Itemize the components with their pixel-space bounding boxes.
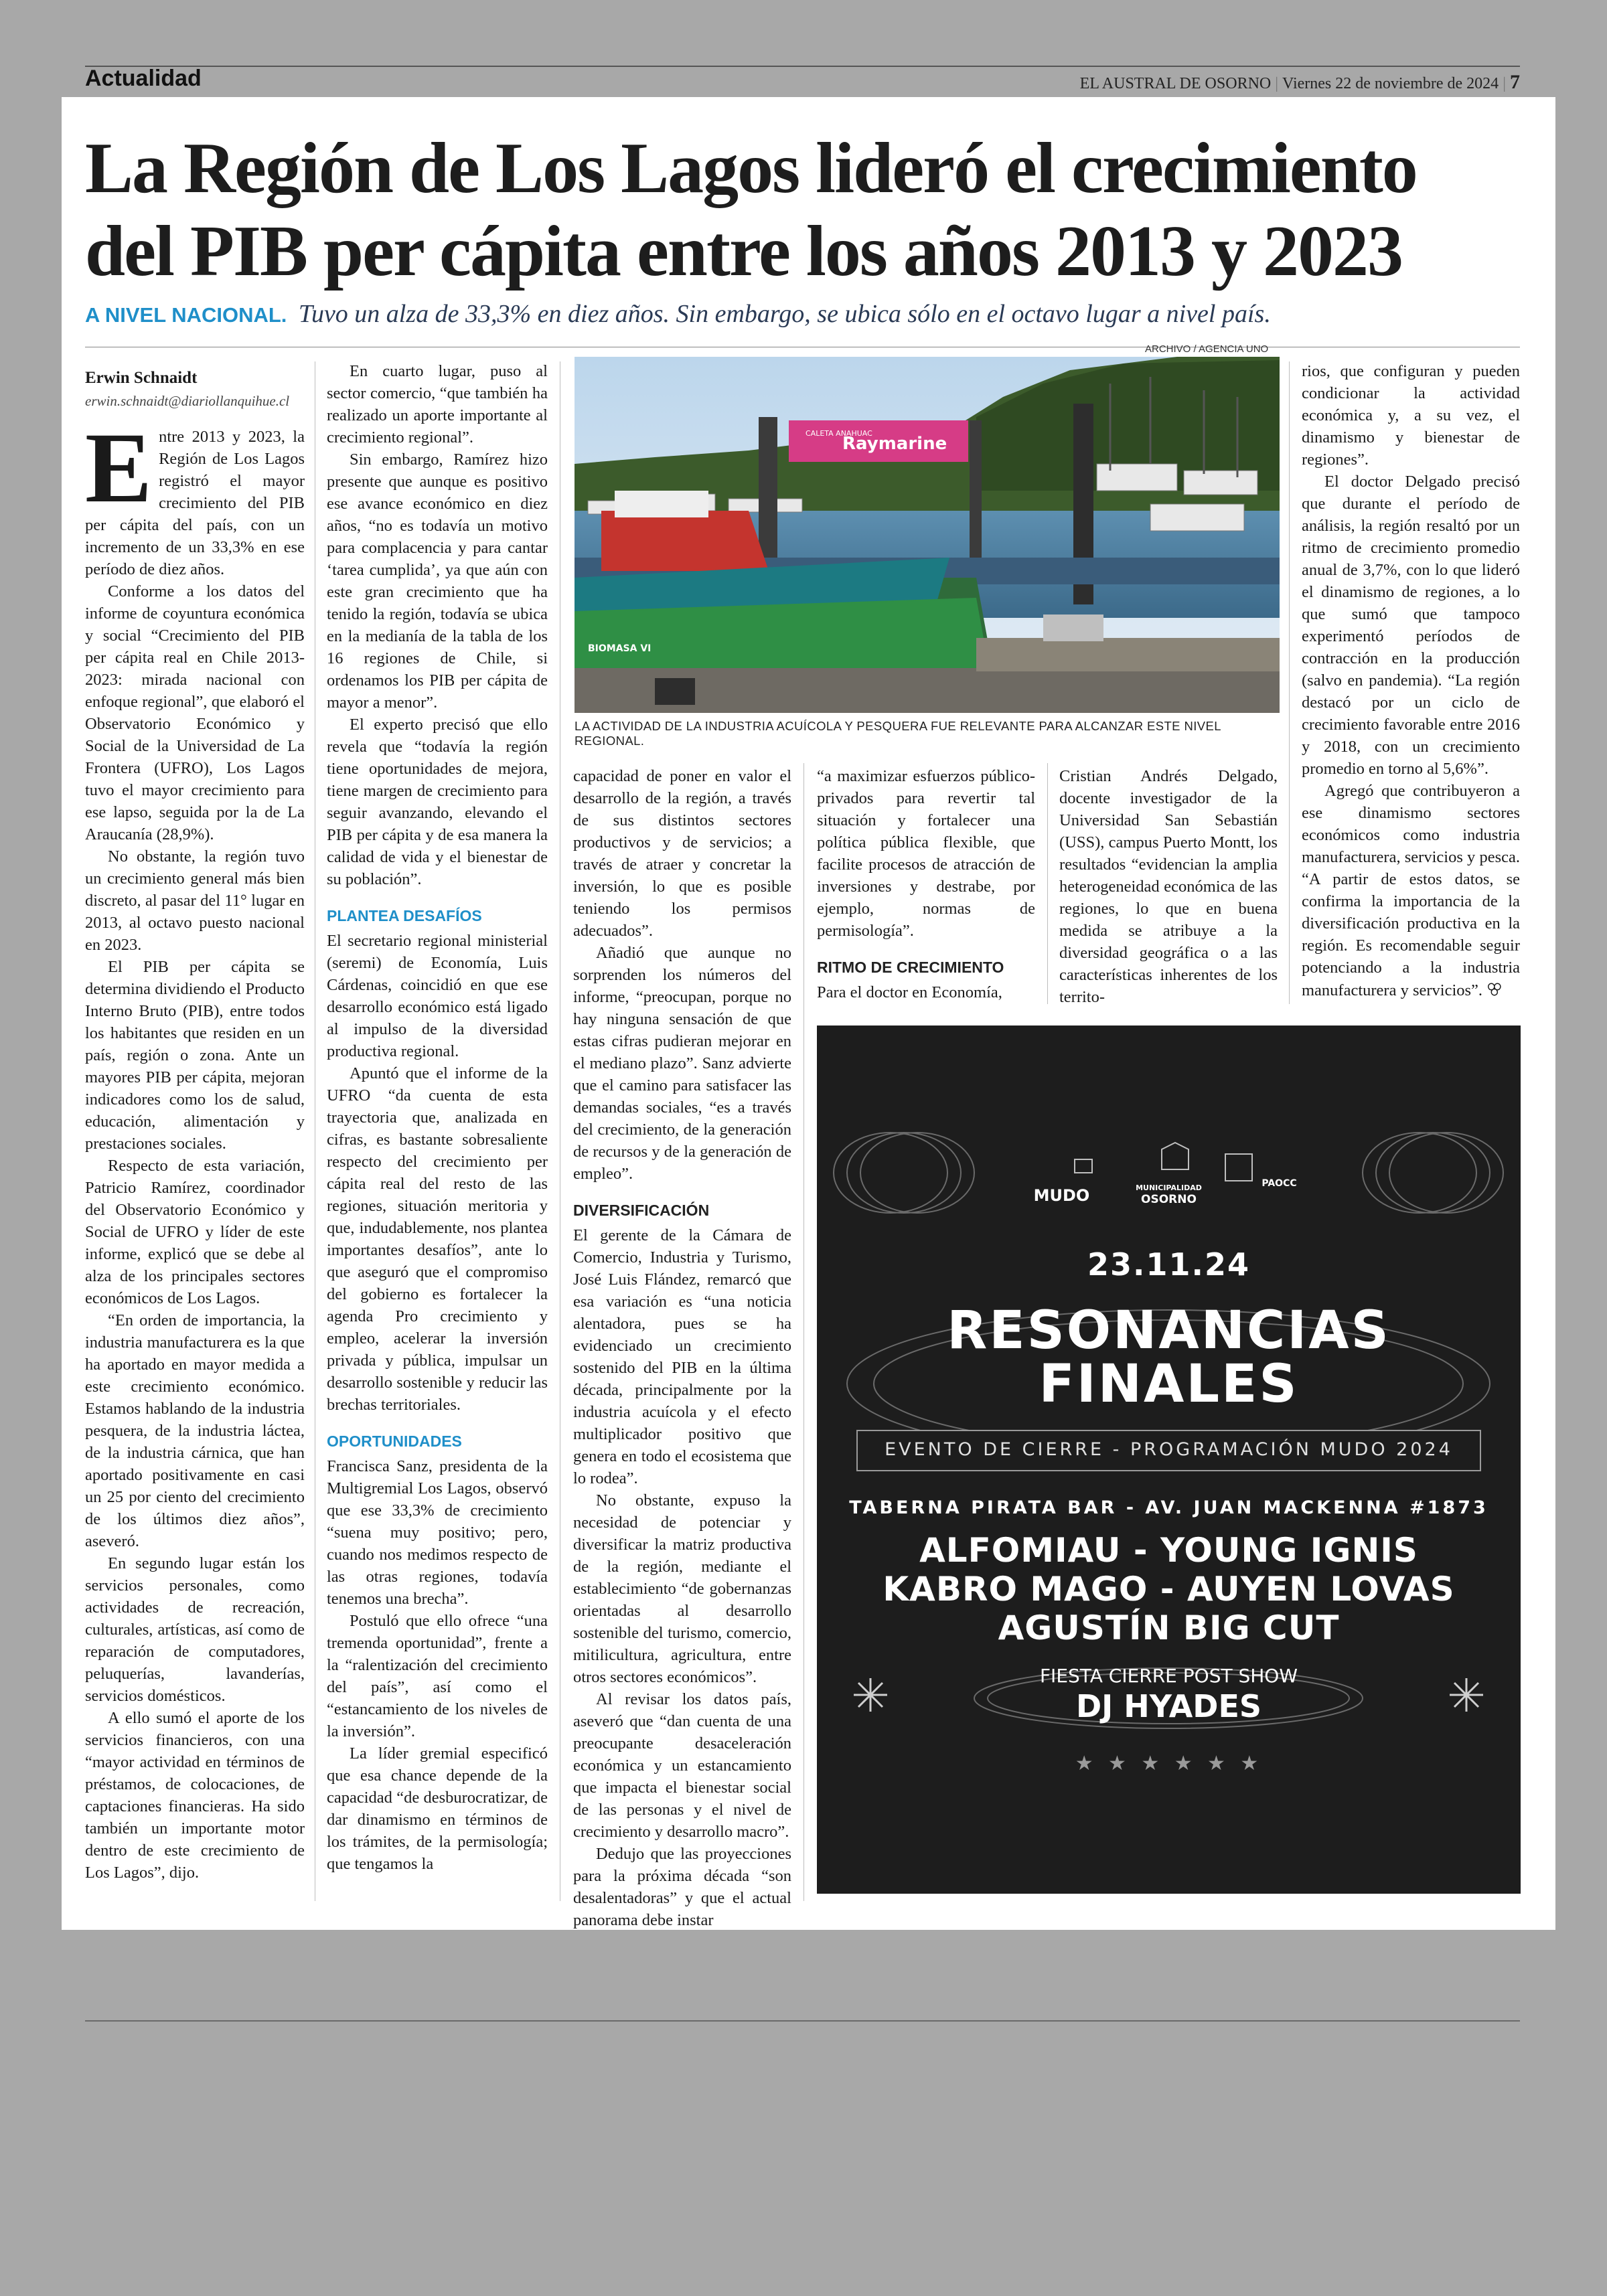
pier-sign: Raymarine xyxy=(842,434,947,454)
section-label: Actualidad xyxy=(85,66,202,91)
subhead-oportunidades: OPORTUNIDADES xyxy=(327,1432,462,1450)
subhead-diversificacion: DIVERSIFICACIÓN xyxy=(573,1202,710,1219)
paragraph: Francisca Sanz, presidenta de la Multigremial Los Lagos, observó que ese 33,3% de crecimiento “suena muy positivo; pero, cuando nos medimos respecto de las otras regiones, todavía tenemos una brecha”. xyxy=(327,1457,548,1608)
paragraph: El PIB per cápita se determina dividiendo el Producto Interno Bruto (PIB), entre todos los habitantes que residen en un país, región o zona. Ante un mayores PIB per cápita, mejoran indicadores como los de salud, educación, alimentación y prestaciones sociales. xyxy=(85,958,305,1153)
footer-rule xyxy=(85,2020,1520,2022)
paragraph: Agregó que contribuyeron a ese dinamismo sectores económicos como industria manufacturera, servicios y pesca. “A partir de estos datos, se confirma la importancia de la diversificación productiva en la región. Es recomendable seguir potenciando a la industria manufacturera y servicios”. ꕢ xyxy=(1302,782,1520,999)
paragraph: rios, que configuran y pueden condicionar la actividad económica y, a su vez, el dinamismo y bienestar de regiones”. xyxy=(1302,362,1520,469)
subhead-desafios: PLANTEA DESAFÍOS xyxy=(327,907,482,924)
event-advertisement xyxy=(817,1026,1521,1894)
paragraph: En cuarto lugar, puso al sector comercio, “que también ha realizado un aporte importante al crecimiento regional”. xyxy=(327,362,548,446)
event-title-1: RESONANCIAS xyxy=(947,1301,1391,1361)
paragraph: “a maximizar esfuerzos público-privados para revertir tal situación y fortalecer una política pública flexible, que facilite procesos de atracción de inversiones y destrabe, por ejemplo, normas de permisología”. xyxy=(817,767,1035,940)
paper-name: EL AUSTRAL DE OSORNO xyxy=(1079,75,1272,92)
paragraph: El secretario regional ministerial (seremi) de Economía, Luis Cárdenas, coincidió en que ese desarrollo económico está ligado al impulso de la diversidad productiva regional. xyxy=(327,932,548,1060)
column-rule xyxy=(1289,361,1290,1004)
headline: La Región de Los Lagos lideró el crecimiento del PIB per cápita entre los años 2013 y 2023 xyxy=(85,129,1417,291)
lineup-row-3: AGUSTÍN BIG CUT xyxy=(998,1609,1340,1647)
column-rule xyxy=(1047,763,1048,1004)
paragraph: Apuntó que el informe de la UFRO “da cuenta de esta trayectoria que, analizada en cifras, es bastante sobresaliente respecto del crecimiento per cápita real del resto de las regiones, situación meritoria y que, indudablemente, nos plantea importantes desafíos”, ante lo que aseguró que el compromiso del gobierno es fortalecer la agenda Pro crecimiento y empleo, acelerar la inversión privada y pública, impulsar un desarrollo sostenible y reducir las brechas territoriales. xyxy=(327,1064,548,1414)
page-number: 7 xyxy=(1510,71,1520,93)
paragraph: Añadió que aunque no sorprenden los números del informe, “preocupan, porque no hay ninguna sensación de que estas cifras pudieran mejorar en el mediano plazo”. Sanz advierte que el camino para satisfacer las demandas sociales, “es a través del crecimiento, de la generación de recursos y de la generación de empleo”. xyxy=(573,944,791,1183)
paragraph: Entre 2013 y 2023, la Región de Los Lagos registró el mayor crecimiento del PIB per cápita del país, con un incremento de un 33,3% en ese período de diez años. xyxy=(85,412,305,578)
paragraph: Al revisar los datos país, aseveró que “dan cuenta de una preocupante desaceleración económica y un estancamiento que impacta el bienestar social de las personas y el nivel de crecimiento y desarrollo macro”. xyxy=(573,1690,791,1841)
paragraph: Sin embargo, Ramírez hizo presente que aunque es positivo ese avance económico en diez años, “no es todavía un motivo para complacencia y para cantar ‘tarea cumplida’, ya que aún con este gran crecimiento que ha tenido la región, todavía se ubica en la medianía de la tabla de los 16 regiones de Chile, si ordenamos los PIB per cápita de mayor a menor”. xyxy=(327,450,548,712)
paragraph: El experto precisó que ello revela que “todavía la región tiene oportunidades de mejora, tiene margen de crecimiento para seguir avanzando, elevando el PIB per cápita y de esa manera la calidad de vida y el bienestar de su población”. xyxy=(327,716,548,888)
paragraph: No obstante, expuso la necesidad de potenciar y diversificar la matriz productiva de la región, mediante el establecimiento “de gobernanzas orientadas al desarrollo sostenible del turismo, comercio, mitilicultura, agricultura, entre otros sectores económicos”. xyxy=(573,1491,791,1686)
event-subtitle: EVENTO DE CIERRE - PROGRAMACIÓN MUDO 2024 xyxy=(885,1439,1453,1460)
folio: EL AUSTRAL DE OSORNO | Viernes 22 de noviembre de 2024 | 7 xyxy=(1079,71,1520,93)
photo-caption: LA ACTIVIDAD DE LA INDUSTRIA ACUÍCOLA Y PESQUERA FUE RELEVANTE PARA ALCANZAR ESTE NIVEL REGIONAL. xyxy=(575,719,1221,748)
paragraph: En segundo lugar están los servicios personales, como actividades de recreación, culturales, artísticas, así como de reparación de computadores, peluquerías, lavanderías, servicios domésticos. xyxy=(85,1554,305,1705)
column-5 xyxy=(1059,765,1278,1008)
dj-name: DJ HYADES xyxy=(1075,1688,1262,1724)
kicker: A NIVEL NACIONAL. xyxy=(85,303,287,327)
paragraph: La líder gremial especificó que esa chance depende de la capacidad “de desburocratizar, de dar dinamismo en términos de los trámites, de la permisología; que tengamos la xyxy=(327,1744,548,1873)
paragraph: Para el doctor en Economía, xyxy=(817,983,1002,1001)
harbor-photo xyxy=(575,357,1280,713)
pier-sign-small: CALETA ANAHUAC xyxy=(806,429,872,438)
paragraph: Dedujo que las proyecciones para la próxima década “son desalentadoras” y que el actual panorama debe instar xyxy=(573,1845,791,1929)
municipalidad-label: MUNICIPALIDAD xyxy=(1136,1183,1202,1192)
event-title-2: FINALES xyxy=(1039,1354,1299,1414)
paragraph: Respecto de esta variación, Patricio Ramírez, coordinador del Observatorio Económico y Social de UFRO y líder de este informe, explicó que se debe al alza de los principales sectores económicos de Los Lagos. xyxy=(85,1157,305,1307)
event-venue: TABERNA PIRATA BAR - AV. JUAN MACKENNA #1873 xyxy=(849,1497,1488,1518)
paragraph: “En orden de importancia, la industria manufacturera es la que ha aportado en mayor medida a este crecimiento económico. Estamos hablando de la industria pesquera, de la industria láctea, de la industria cárnica, que han aportado positivamente en casi un 25 por ciento del crecimiento de los últimos diez años”, aseveró. xyxy=(85,1311,305,1550)
osorno-label: OSORNO xyxy=(1141,1193,1197,1206)
paragraph: Postuló que ello ofrece “una tremenda oportunidad”, frente a la “ralentización del crecimiento del país”, así como el “estancamiento de los niveles de la inversión”. xyxy=(327,1612,548,1740)
drop-cap: E xyxy=(85,412,153,523)
paragraph: A ello sumó el aporte de los servicios financieros, con una “mayor actividad en términos de préstamos, de colocaciones, de captaciones financieras. Ha sido también un importante motor dentro de este crecimiento de Los Lagos”, dijo. xyxy=(85,1709,305,1882)
lineup-row-2: KABRO MAGO - AUYEN LOVAS xyxy=(883,1570,1455,1609)
column-6 xyxy=(1302,360,1520,1001)
paragraph: Conforme a los datos del informe de coyuntura económica y social “Crecimiento del PIB per cápita real en Chile 2013-2023: mirada nacional con enfoque regional”, que elaboró el Observatorio Económico y Social de la Universidad de La Frontera (UFRO), Los Lagos tuvo el mayor crecimiento para ese lapso, seguida por la de La Araucanía (28,9%). xyxy=(85,582,305,843)
deck-text: Tuvo un alza de 33,3% en diez años. Sin embargo, se ubica sólo en el octavo lugar a nivel país. xyxy=(298,300,1271,328)
issue-date: Viernes 22 de noviembre de 2024 xyxy=(1282,75,1499,92)
paragraph: El gerente de la Cámara de Comercio, Industria y Turismo, José Luis Flández, remarcó que esa variación es “una noticia alentadora, pues se ha evidenciado un crecimiento sostenido del PIB en la última década, principalmente por la industria acuícola y el efecto multiplicador positivo que genera en todo el ecosistema que lo rodea”. xyxy=(573,1226,791,1487)
boat-name: BIOMASA VI xyxy=(588,643,652,654)
paragraph: No obstante, la región tuvo un crecimiento general más bien discreto, al pasar del 11° lugar en 2013, al octavo puesto nacional en 2023. xyxy=(85,847,305,954)
author: Erwin Schnaidt xyxy=(85,369,198,387)
paragraph: Cristian Andrés Delgado, docente investigador de la Universidad San Sebastián (USS), campus Puerto Montt, los resultados “evidencian la amplia heterogeneidad económica de las regiones, lo que en buena medida se atribuye a la diversidad geográfica o a las características inherentes de los territo- xyxy=(1059,767,1278,1006)
mudo-logo: MUDO xyxy=(1033,1186,1090,1205)
event-date: 23.11.24 xyxy=(1087,1246,1250,1283)
paragraph: capacidad de poner en valor el desarrollo de la región, a través de sus distintos sectores productivos y de servicios; a través de atraer y concretar la inversión, lo que es posible teniendo los permisos adecuados”. xyxy=(573,767,791,940)
end-mark-icon: ꕢ xyxy=(1486,980,1503,999)
column-1 xyxy=(85,360,305,1884)
paragraph: El doctor Delgado precisó que durante el período de análisis, la región resaltó por un ritmo de crecimiento promedio anual de 3,7%, con lo que lideró el dinamismo de regiones, a lo que sumó que tampoco experimentó períodos de contracción en la producción (salvo en pandemia). “La región destacó por un ciclo de crecimiento favorable entre 2016 y 2018, con un crecimiento promedio en torno al 5,6%”. xyxy=(1302,473,1520,778)
photo-credit: ARCHIVO / AGENCIA UNO xyxy=(1145,343,1269,355)
deck xyxy=(85,299,1511,329)
column-3 xyxy=(573,765,791,1931)
subhead-ritmo: RITMO DE CRECIMIENTO xyxy=(817,959,1004,976)
star-row: ★ ★ ★ ★ ★ ★ xyxy=(1075,1752,1263,1775)
column-2 xyxy=(327,360,548,1875)
paocc-logo: PAOCC xyxy=(1261,1178,1297,1189)
harbor-photo-image xyxy=(575,357,1280,713)
column-4 xyxy=(817,765,1035,1003)
author-email: erwin.schnaidt@diariollanquihue.cl xyxy=(85,393,290,409)
after-party-label: FIESTA CIERRE POST SHOW xyxy=(1039,1665,1298,1687)
header-rule xyxy=(85,66,1520,67)
lineup-row-1: ALFOMIAU - YOUNG IGNIS xyxy=(919,1531,1418,1570)
